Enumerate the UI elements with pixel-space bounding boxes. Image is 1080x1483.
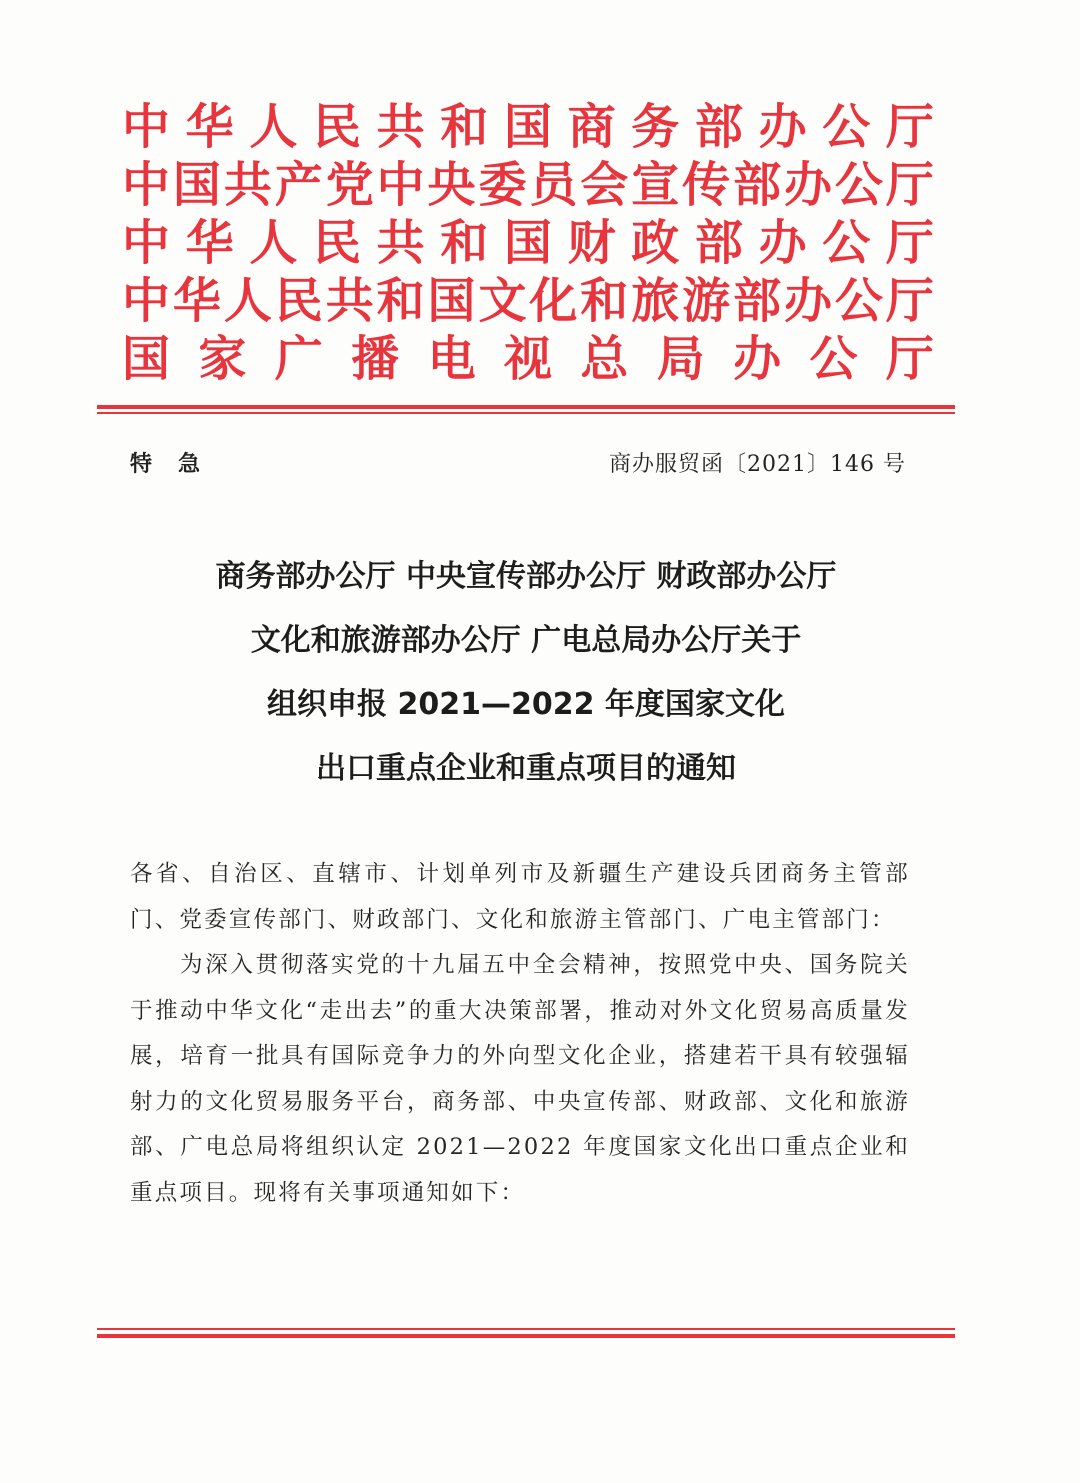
issuer-char: 和 xyxy=(376,273,425,329)
issuer-char: 人 xyxy=(249,99,298,155)
issuer-char: 委 xyxy=(478,157,527,213)
issuer-char: 传 xyxy=(682,157,731,213)
issuer-char: 华 xyxy=(185,99,234,155)
header-divider-thin xyxy=(97,412,955,414)
issuer-char: 党 xyxy=(325,157,374,213)
issuer-char: 务 xyxy=(631,99,680,155)
footer-divider-thin xyxy=(97,1328,955,1330)
issuer-char: 国 xyxy=(122,331,171,387)
issuer-char: 和 xyxy=(580,273,629,329)
issuer-char: 公 xyxy=(822,99,871,155)
footer-divider-thick xyxy=(97,1334,955,1338)
issuer-char: 部 xyxy=(694,215,743,271)
issuer-char: 播 xyxy=(351,331,400,387)
issuer-line xyxy=(122,272,934,330)
issuer-char: 会 xyxy=(580,157,629,213)
issuer-char: 民 xyxy=(312,99,361,155)
issuer-line xyxy=(122,214,934,272)
title-line: 组织申报 2021—2022 年度国家文化 xyxy=(267,687,785,722)
issuer-char: 厅 xyxy=(885,273,934,329)
issuer-char: 共 xyxy=(376,215,425,271)
issuer-line xyxy=(122,156,934,214)
issuer-char: 央 xyxy=(427,157,476,213)
issuer-char: 国 xyxy=(503,99,552,155)
issuer-char: 商 xyxy=(567,99,616,155)
issuer-char: 共 xyxy=(223,157,272,213)
issuer-char: 办 xyxy=(733,331,782,387)
issuer-char: 财 xyxy=(567,215,616,271)
issuer-line xyxy=(122,98,934,156)
header-divider-thick xyxy=(97,405,955,409)
issuer-char: 公 xyxy=(834,157,883,213)
issuer-char: 公 xyxy=(822,215,871,271)
issuer-char: 人 xyxy=(223,273,272,329)
issuer-char: 局 xyxy=(656,331,705,387)
body-paragraph: 为深入贯彻落实党的十九届五中全会精神，按照党中央、国务院关于推动中华文化“走出去”的重大决策部署，推动对外文化贸易高质量发展，培育一批具有国际竞争力的外向型文化企业，搭建若干具有较强辐射力的文化贸易服务平台，商务部、中央宣传部、财政部、文化和旅游部、广电总局将组织认定 2021—2022 年度国家文化出口重点企业和重点项目。现将有关事项通知如下： xyxy=(130,952,910,1206)
issuer-char: 华 xyxy=(185,215,234,271)
issuer-char: 国 xyxy=(427,273,476,329)
issuer-char: 家 xyxy=(198,331,247,387)
issuer-char: 公 xyxy=(809,331,858,387)
issuer-char: 宣 xyxy=(631,157,680,213)
issuer-char: 中 xyxy=(376,157,425,213)
document-number: 商办服贸函〔2021〕146 号 xyxy=(609,452,906,477)
issuer-char: 办 xyxy=(783,157,832,213)
issuer-char: 总 xyxy=(580,331,629,387)
issuer-char: 办 xyxy=(758,99,807,155)
issuer-char: 员 xyxy=(529,157,578,213)
document-title xyxy=(97,545,955,801)
issuing-authorities-header xyxy=(122,98,934,388)
issuer-char: 共 xyxy=(376,99,425,155)
issuer-char: 和 xyxy=(440,99,489,155)
title-line: 文化和旅游部办公厅 广电总局办公厅关于 xyxy=(250,623,802,658)
issuer-char: 部 xyxy=(694,99,743,155)
issuer-char: 中 xyxy=(122,99,171,155)
issuer-char: 民 xyxy=(274,273,323,329)
urgency-label: 特急 xyxy=(130,452,227,477)
issuer-char: 化 xyxy=(529,273,578,329)
issuer-char: 文 xyxy=(478,273,527,329)
issuer-char: 人 xyxy=(249,215,298,271)
issuer-char: 国 xyxy=(503,215,552,271)
issuer-char: 广 xyxy=(274,331,323,387)
salutation: 各省、自治区、直辖市、计划单列市及新疆生产建设兵团商务主管部门、党委宣传部门、财政部门、文化和旅游主管部门、广电主管部门： xyxy=(130,861,910,933)
issuer-line xyxy=(122,330,934,388)
issuer-char: 中 xyxy=(122,273,171,329)
issuer-char: 民 xyxy=(312,215,361,271)
issuer-char: 产 xyxy=(274,157,323,213)
issuer-char: 部 xyxy=(733,273,782,329)
issuer-char: 视 xyxy=(503,331,552,387)
issuer-char: 中 xyxy=(122,157,171,213)
issuer-char: 国 xyxy=(172,157,221,213)
issuer-char: 厅 xyxy=(885,99,934,155)
issuer-char: 公 xyxy=(834,273,883,329)
issuer-char: 部 xyxy=(733,157,782,213)
issuer-char: 和 xyxy=(440,215,489,271)
title-line: 出口重点企业和重点项目的通知 xyxy=(316,751,736,786)
issuer-char: 办 xyxy=(783,273,832,329)
issuer-char: 厅 xyxy=(885,331,934,387)
issuer-char: 电 xyxy=(427,331,476,387)
issuer-char: 办 xyxy=(758,215,807,271)
issuer-char: 中 xyxy=(122,215,171,271)
issuer-char: 游 xyxy=(682,273,731,329)
title-line: 商务部办公厅 中央宣传部办公厅 财政部办公厅 xyxy=(215,559,837,594)
issuer-char: 华 xyxy=(172,273,221,329)
issuer-char: 政 xyxy=(631,215,680,271)
document-meta-row xyxy=(130,447,906,483)
issuer-char: 旅 xyxy=(631,273,680,329)
document-body xyxy=(130,852,910,1216)
issuer-char: 共 xyxy=(325,273,374,329)
issuer-char: 厅 xyxy=(885,157,934,213)
issuer-char: 厅 xyxy=(885,215,934,271)
